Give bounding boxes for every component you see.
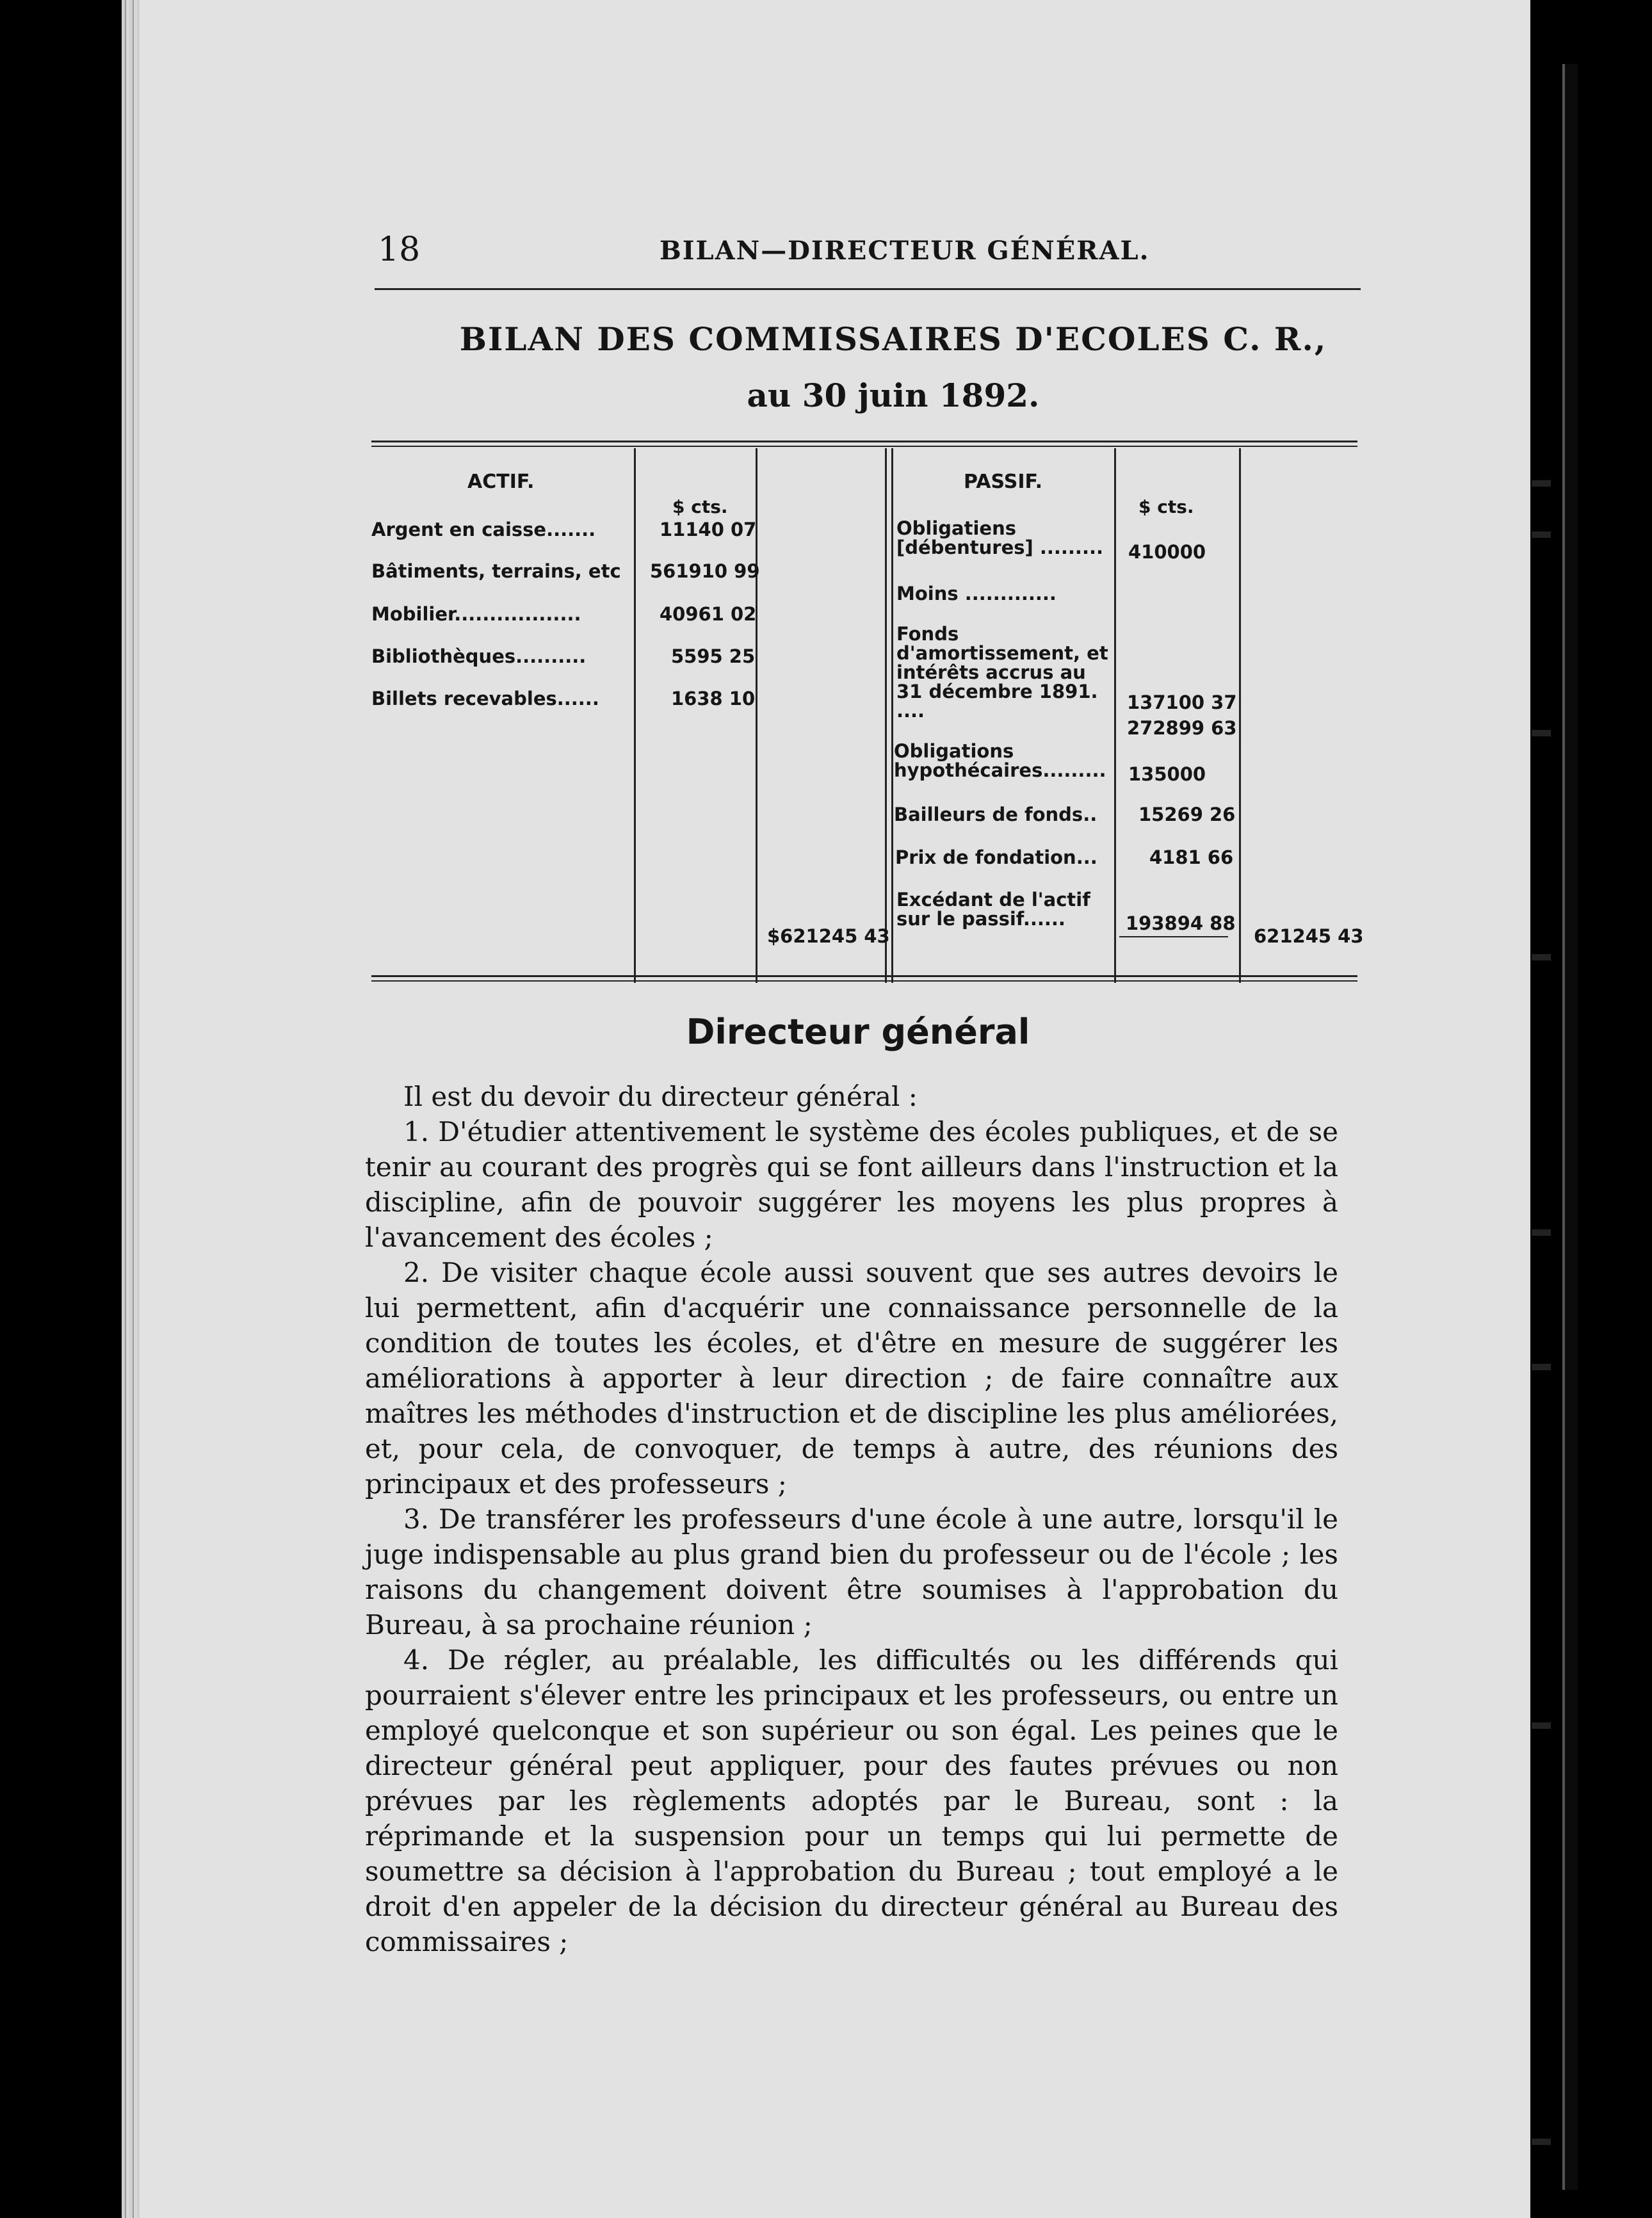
column-rule [634,448,636,983]
passif-row-label: Fonds d'amortissement, et intérêts accrus au 31 décembre 1891. .... [896,623,1108,722]
actif-unit: $ cts. [672,496,728,517]
actif-row-value: 561910 99 [650,560,760,582]
table-top-rule-double [371,446,1357,447]
passif-row-label: Excédant de l'actif sur le passif...... [896,889,1090,930]
duty-paragraph: 3. De transférer les professeurs d'une école à une autre, lorsqu'il le juge indispensable au plus grand bien du professeur ou de l'école ; les raisons du changement doivent être soumises à l'approbation du Bureau, à sa prochaine réunion ; [365,1503,1338,1640]
passif-unit: $ cts. [1138,496,1194,517]
duty-paragraph: 4. De régler, au préalable, les difficultés ou les différends qui pourraient s'élever entre les principaux et les professeurs, ou entre un employé quelconque et son supérieur ou son égal. Les peines que le directeur général peut appliquer, pour des fautes prévues ou non prévues par les règlements adoptés par le Bureau, sont : la réprimande et la suspension pour un temps qui lui permette de soumettre sa décision à l'approbation du Bureau ; tout employé a le droit d'en appeler de la décision du directeur général au Bureau des commissaires ; [365,1644,1338,1957]
column-rule [1114,448,1116,983]
passif-row-value: 135000 [1128,763,1206,785]
passif-row-label: Obligations hypothécaires......... [894,740,1106,781]
passif-row-label: Bailleurs de fonds.. [894,804,1097,825]
passif-total: 621245 43 [1254,925,1364,947]
body-text [365,1079,1338,1959]
table-bottom-rule [371,975,1357,977]
passif-row-label: Moins ............. [896,583,1057,604]
page-header [365,231,1351,275]
passif-row-label: Obligatiens [débentures] ......... [896,517,1103,558]
passif-row-value: 272899 63 [1127,717,1237,739]
duty-paragraph: 2. De visiter chaque école aussi souvent que ses autres devoirs le lui permettent, afin d'acquérir une connaissance personnelle de la condition de toutes les écoles, et d'être en mesure de suggérer les améliorations à apporter à leur direction ; de faire connaître aux maîtres les méthodes d'instruction et de discipline les plus améliorées, et, pour cela, de convoquer, de temps à autre, des réunions des principaux et des professeurs ; [365,1257,1338,1500]
running-head: BILAN—DIRECTEUR GÉNÉRAL. [660,236,1150,266]
passif-row-label: Prix de fondation... [895,846,1097,868]
balance-sheet-table [371,435,1364,986]
passif-heading: PASSIF. [964,471,1042,493]
actif-heading: ACTIF. [467,471,535,493]
actif-row-value: 11140 07 [660,519,757,540]
passif-row-value: 137100 37 [1127,692,1237,713]
column-rule [885,448,887,983]
actif-row-label: Argent en caisse....... [371,519,596,540]
actif-row-value: 1638 10 [671,688,756,709]
actif-row-value: 40961 02 [660,603,757,625]
column-rule [891,448,893,983]
intro-paragraph: Il est du devoir du directeur général : [403,1081,918,1112]
header-rule [375,288,1361,290]
page-edge-stack [122,0,140,2218]
bilan-date: au 30 juin 1892. [747,376,1040,414]
column-rule [1239,448,1241,983]
facing-page-edge [1562,64,1578,2190]
table-top-rule [371,441,1357,442]
subtotal-underline [1119,936,1228,937]
page-number: 18 [378,231,421,269]
actif-row-label: Mobilier.................. [371,603,581,625]
passif-row-value: 4181 66 [1149,846,1234,868]
binding-marks [1532,83,1557,2196]
bilan-title: BILAN DES COMMISSAIRES D'ECOLES C. R., [459,320,1327,358]
actif-row-label: Bibliothèques.......... [371,645,587,667]
actif-row-label: Billets recevables...... [371,688,599,709]
passif-row-value: 193894 88 [1126,912,1236,934]
section-title: Directeur général [686,1012,1030,1052]
duty-paragraph: 1. D'étudier attentivement le système des écoles publiques, et de se tenir au courant des progrès qui se font ailleurs dans l'instruction et la discipline, afin de pouvoir suggérer les moyens les plus propres à l'avancement des écoles ; [365,1116,1338,1253]
actif-total: $621245 43 [767,925,890,947]
passif-row-value: 410000 [1128,541,1206,563]
table-bottom-rule-double [371,980,1357,982]
actif-row-value: 5595 25 [671,645,756,667]
actif-row-label: Bâtiments, terrains, etc [371,560,621,582]
passif-row-value: 15269 26 [1138,804,1236,825]
